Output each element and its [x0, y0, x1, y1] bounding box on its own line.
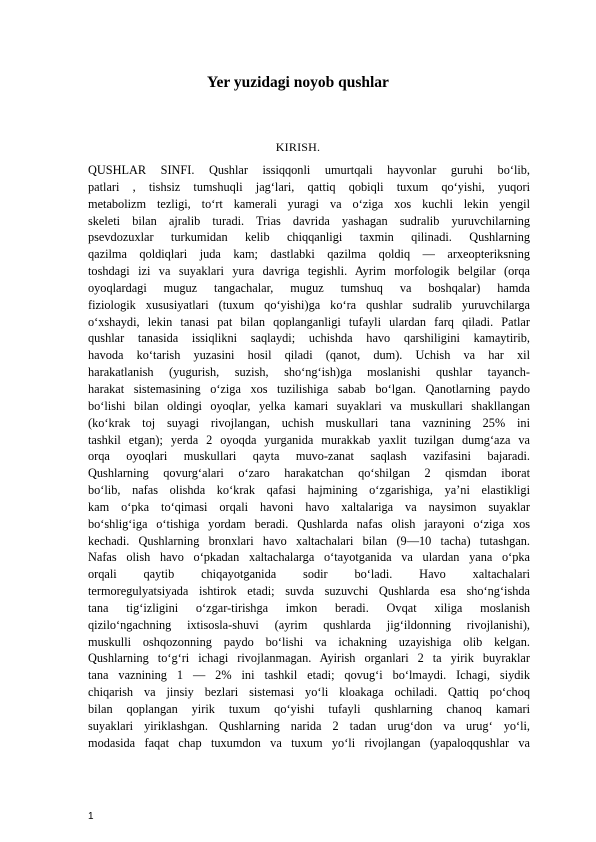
body-line: Nafas olish havo o‘pkadan xaltachalarga o‘tayotganida va ulardan yana o‘pka	[88, 550, 530, 565]
body-line: Qushlarning qovurg‘alari o‘zaro harakatchan qo‘shilgan 2 qismdan iborat	[88, 466, 530, 481]
body-paragraph	[88, 162, 530, 752]
body-line: bo‘lib, nafas olishda ko‘krak qafasi hajmining o‘zgarishiga, ya’ni elastikligi	[88, 483, 530, 498]
body-line: patlari , tishsiz tumshuqli jag‘lari, qattiq qobiqli tuxum qo‘yishi, yuqori	[88, 179, 530, 194]
document-title: Yer yuzidagi noyob qushlar	[207, 74, 389, 91]
body-line: toshdagi izi va suyaklari yura davriga tegishli. Ayrim morfologik belgilar (orqa	[88, 264, 530, 279]
body-line: oyoqlardagi muguz tangachalar, muguz tumshuq va boshqalar) hamda	[88, 280, 530, 295]
body-line: tana tig‘izligini o‘zgar-tirishga imkon beradi. Ovqat xiliga moslanish	[88, 600, 530, 615]
body-line: chiqarish va jinsiy bezlari sistemasi yo‘li kloakaga ochiladi. Qattiq po‘choq	[88, 685, 530, 700]
body-line: harakat sistemasining o‘ziga xos tuzilishiga sabab bo‘lgan. Qanotlarning paydo	[88, 381, 530, 396]
body-line: qizilo‘ngachning ixtisosla-shuvi (ayrim qushlarda jig‘ildonning rivojlanishi),	[88, 617, 530, 632]
body-line: suyaklari yiriklashgan. Qushlarning narida 2 tadan urug‘don va urug‘ yo‘li,	[88, 718, 530, 733]
body-line: kam o‘pka to‘qimasi orqali havoni havo xaltalariga va naysimon suyaklar	[88, 499, 530, 514]
body-line: o‘xshaydi, lekin tanasi pat bilan qoplanganligi tufayli ulardan farq qiladi. Patlar	[88, 314, 530, 329]
body-line: Qushlarning to‘g‘ri ichagi rivojlanmagan. Ayirish organlari 2 ta yirik buyraklar	[88, 651, 530, 666]
body-line: psevdozuxlar turkumidan kelib chiqqanligi taxmin qilinadi. Qushlarning	[88, 230, 530, 245]
body-line: (ko‘krak toj suyagi rivojlangan, uchish muskullari tana vaznining 25% ini	[88, 415, 530, 430]
body-line: havoda ko‘tarish yuzasini hosil qiladi (qanot, dum). Uchish va har xil	[88, 348, 530, 363]
body-line: tana vaznining 1 — 2% ini tashkil etadi; qovug‘i bo‘lmaydi. Ichagi, siydik	[88, 668, 530, 683]
body-line: kechadi. Qushlarning bronxlari havo xaltachalari bilan (9—10 tacha) tutashgan.	[88, 533, 530, 548]
body-line: modasida faqat chap tuxumdon va tuxum yo‘li rivojlangan (yapaloqqushlar va	[88, 735, 530, 750]
body-line: bo‘shlig‘iga o‘tishiga yordam beradi. Qushlarda nafas olish jarayoni o‘ziga xos	[88, 516, 530, 531]
body-line: QUSHLAR SINFI. Qushlar issiqqonli umurtqali hayvonlar guruhi bo‘lib,	[88, 163, 530, 177]
body-line: metabolizm tezligi, to‘rt kamerali yuragi va o‘ziga xos kuchli lekin yengil	[88, 196, 530, 211]
body-line: harakatlanish (yugurish, suzish, sho‘ng‘ish)ga moslanishi qushlar tayanch-	[88, 365, 530, 380]
body-line: orqa oyoqlari muskullari qayta muvo-zanat saqlash vazifasini bajaradi.	[88, 449, 530, 464]
body-line: qazilma qoldiqlari juda kam; dastlabki qazilma qoldiq — arxeopteriksning	[88, 247, 530, 262]
body-line: tashkil etgan); yerda 2 oyoqda yurganida murakkab yaxlit tuzilgan dumg‘aza va	[88, 432, 530, 447]
body-line: skeleti bilan ajralib turadi. Trias davrida yashagan sudralib yuruvchilarning	[88, 213, 530, 228]
section-heading: KIRISH.	[275, 140, 321, 154]
body-line: bilan qoplangan yirik tuxum qo‘yishi tufayli qushlarning chanoq kamari	[88, 702, 530, 716]
body-line: bo‘lishi bilan oldingi oyoqlar, yelka kamari suyaklari va muskullari shakllangan	[88, 398, 530, 413]
body-line: fiziologik xususiyatlari (tuxum qo‘yishi)ga ko‘ra qushlar sudralib yuruvchilarga	[88, 297, 530, 312]
body-line: orqali qaytib chiqayotganida sodir bo‘ladi. Havo xaltachalari	[88, 567, 530, 582]
body-line: qushlar tanasida issiqlikni saqlaydi; uchishda havo qarshiligini kamaytirib,	[88, 331, 530, 346]
body-line: muskulli oshqozonning paydo bo‘lishi va ichakning uzayishiga olib kelgan.	[88, 634, 530, 649]
body-line: termoregulyatsiyada ishtirok etadi; suvda suzuvchi Qushlarda esa sho‘ng‘ishda	[88, 584, 530, 599]
page-number: 1	[88, 811, 94, 822]
